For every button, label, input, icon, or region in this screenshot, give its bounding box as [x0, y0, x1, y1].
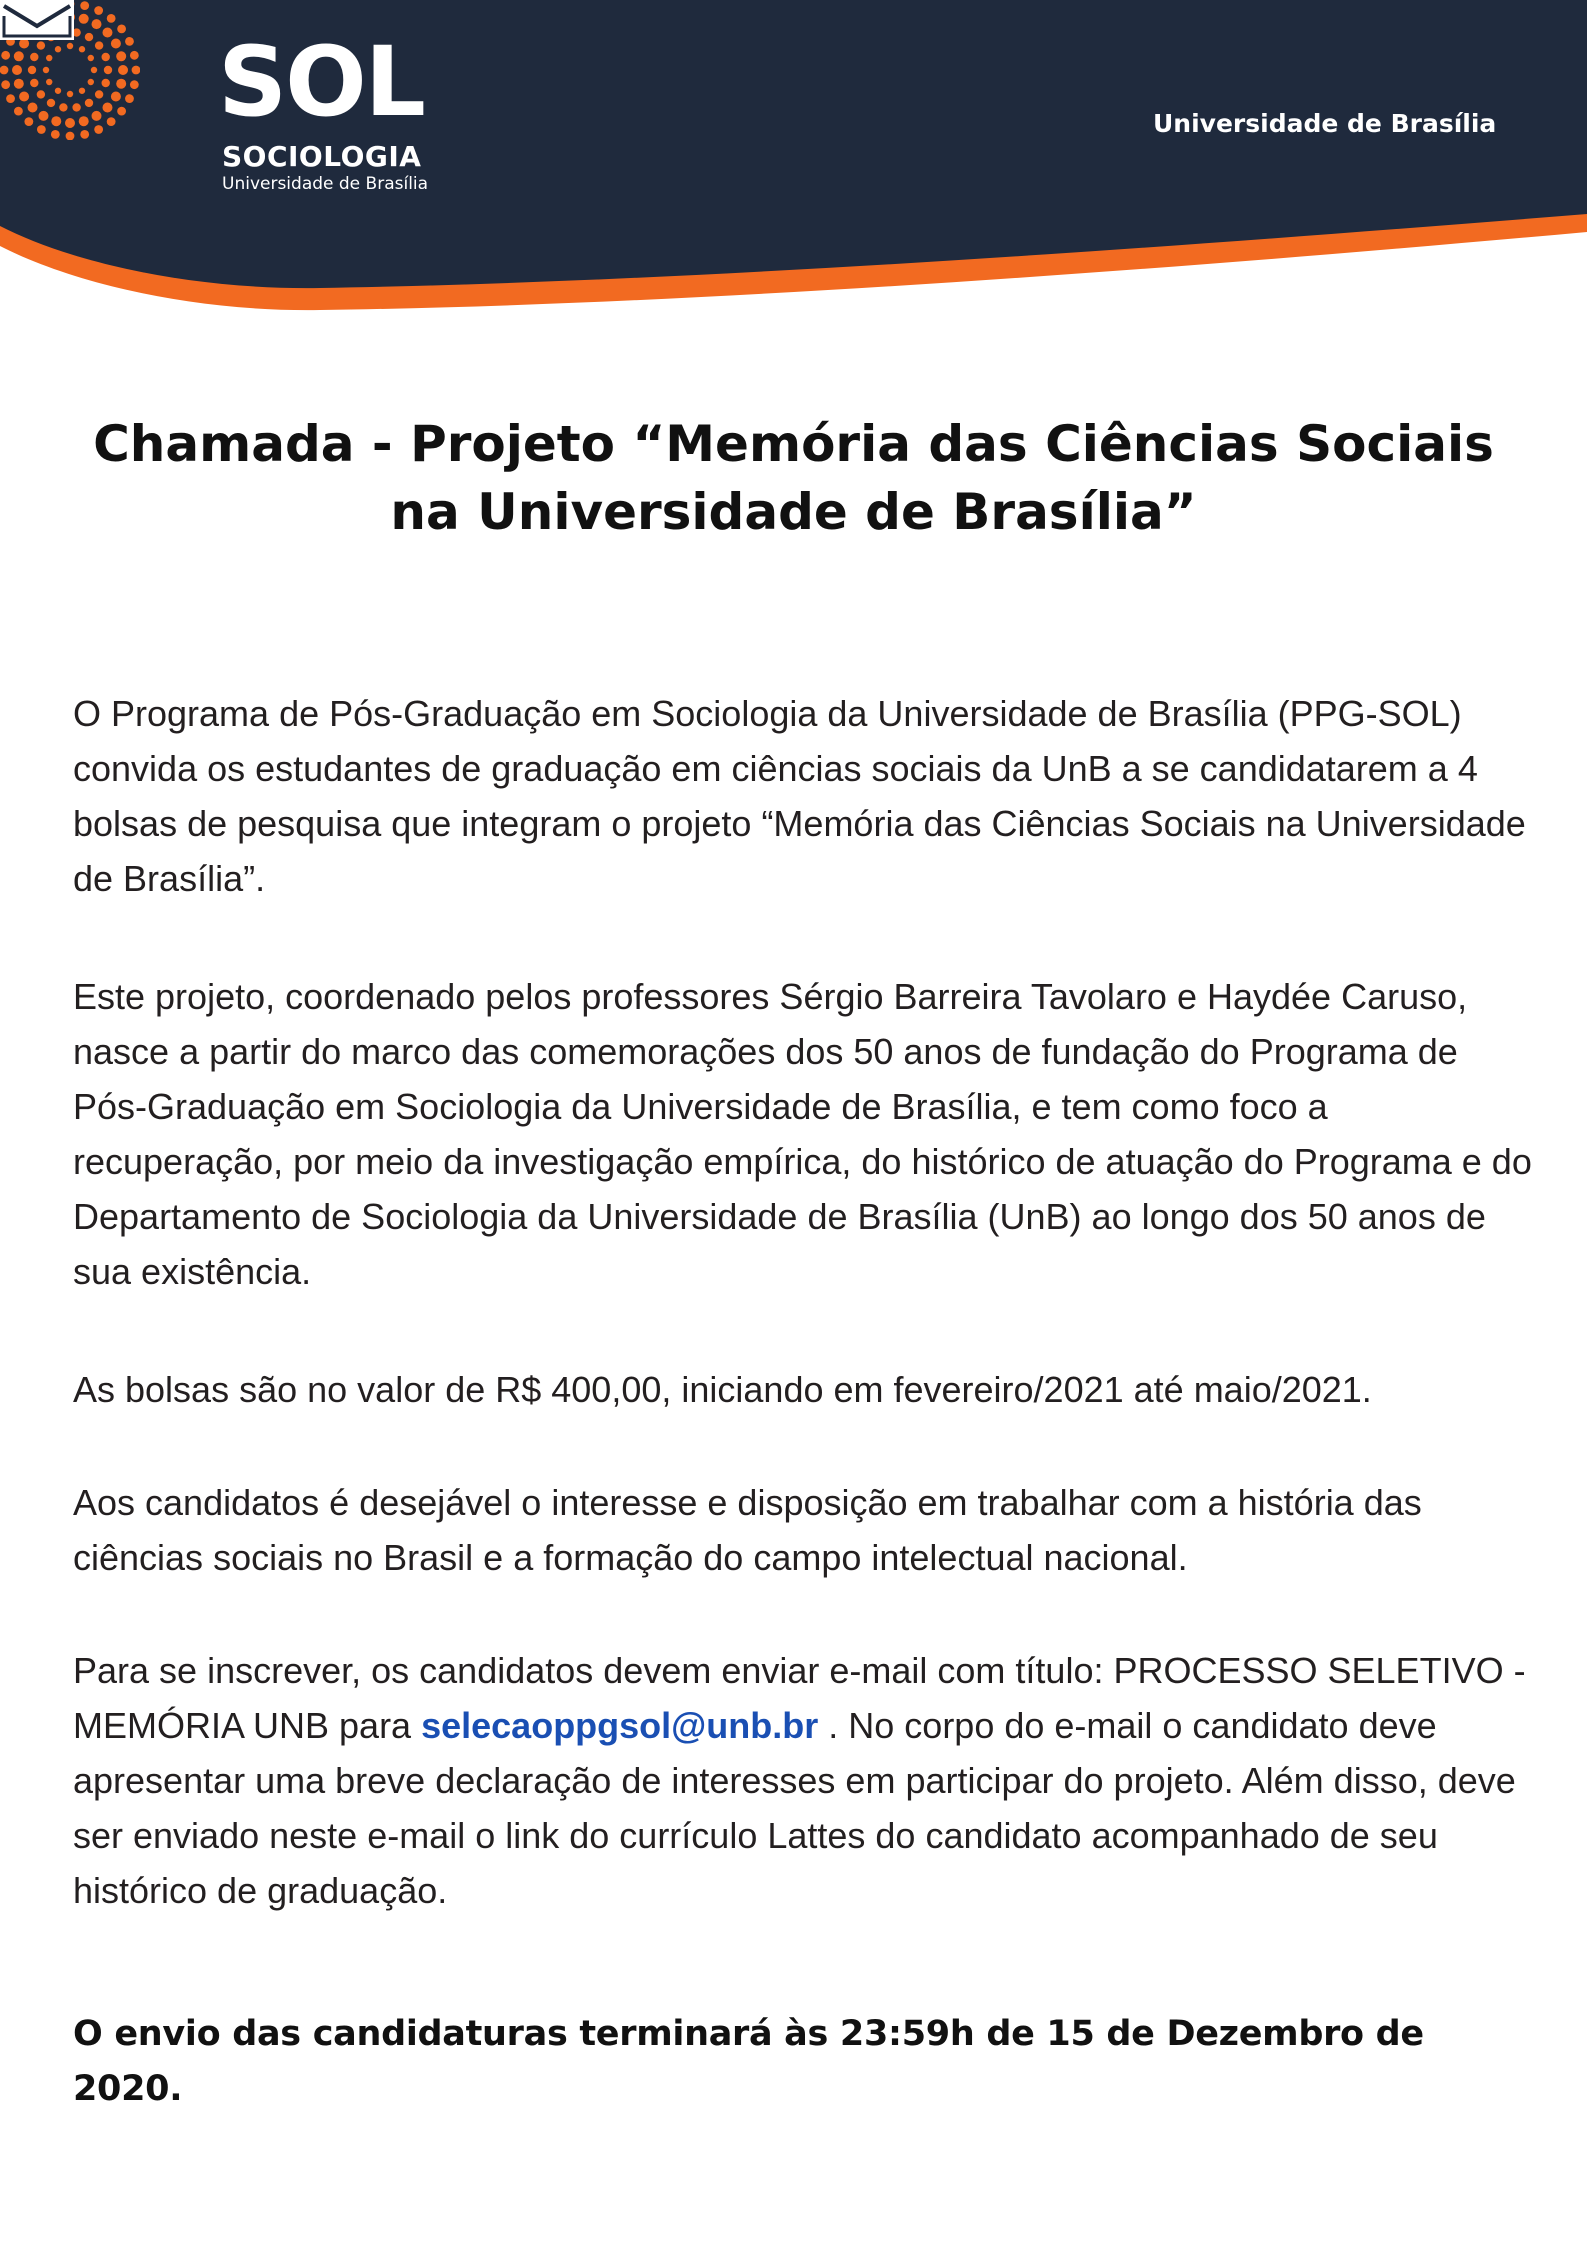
university-name: Universidade de Brasília: [1153, 109, 1497, 138]
paragraph-project: Este projeto, coordenado pelos professores Sérgio Barreira Tavolaro e Haydée Caruso, nasce a partir do marco das comemorações dos 50 anos de fundação do Programa de Pós-Graduação em Sociologia da Universidade de Brasília, e tem como foco a recuperação, por meio da investigação empírica, do histórico de atuação do Programa e do Departamento de Sociologia da Universidade de Brasília (UnB) ao longo dos 50 anos de sua existência.: [73, 976, 1532, 1292]
unb-logo-icon: [0, 0, 74, 40]
paragraph-application: [73, 1643, 1533, 1918]
email-link[interactable]: selecaoppgsol@unb.br: [421, 1705, 819, 1746]
logo-institution-text: Universidade de Brasília: [222, 174, 429, 194]
application-text-end: . No corpo do e-mail o candidato deve apresentar uma breve declaração de interesses em participar do projeto. Além disso, deve ser enviado neste e-mail o link do currículo Lattes do candidato acompanhado de seu histórico de graduação.: [73, 1705, 1516, 1911]
title-line-1: Chamada - Projeto “Memória das Ciências Sociais: [93, 415, 1494, 473]
logo-sol-text: SOL: [218, 26, 424, 138]
deadline-note: O envio das candidaturas terminará às 23:59h de 15 de Dezembro de 2020.: [73, 2014, 1424, 2109]
header-banner: [0, 0, 1587, 340]
paragraph-grant-value: As bolsas são no valor de R$ 400,00, iniciando em fevereiro/2021 até maio/2021.: [73, 1369, 1372, 1410]
paragraph-intro: O Programa de Pós-Graduação em Sociologia da Universidade de Brasília (PPG-SOL) convida os estudantes de graduação em ciências sociais da UnB a se candidatarem a 4 bolsas de pesquisa que integram o projeto “Memória das Ciências Sociais na Universidade de Brasília”.: [73, 693, 1526, 899]
page-title: [40, 410, 1547, 546]
logo-sociologia-text: SOCIOLOGIA: [222, 140, 422, 173]
paragraph-requirements: Aos candidatos é desejável o interesse e disposição em trabalhar com a história das ciências sociais no Brasil e a formação do campo intelectual nacional.: [73, 1482, 1422, 1578]
application-text-start: Para se inscrever, os candidatos devem enviar e-mail com título: PROCESSO SELETIVO - MEMÓRIA UNB para: [73, 1650, 1526, 1746]
title-line-2: na Universidade de Brasília”: [390, 483, 1197, 541]
